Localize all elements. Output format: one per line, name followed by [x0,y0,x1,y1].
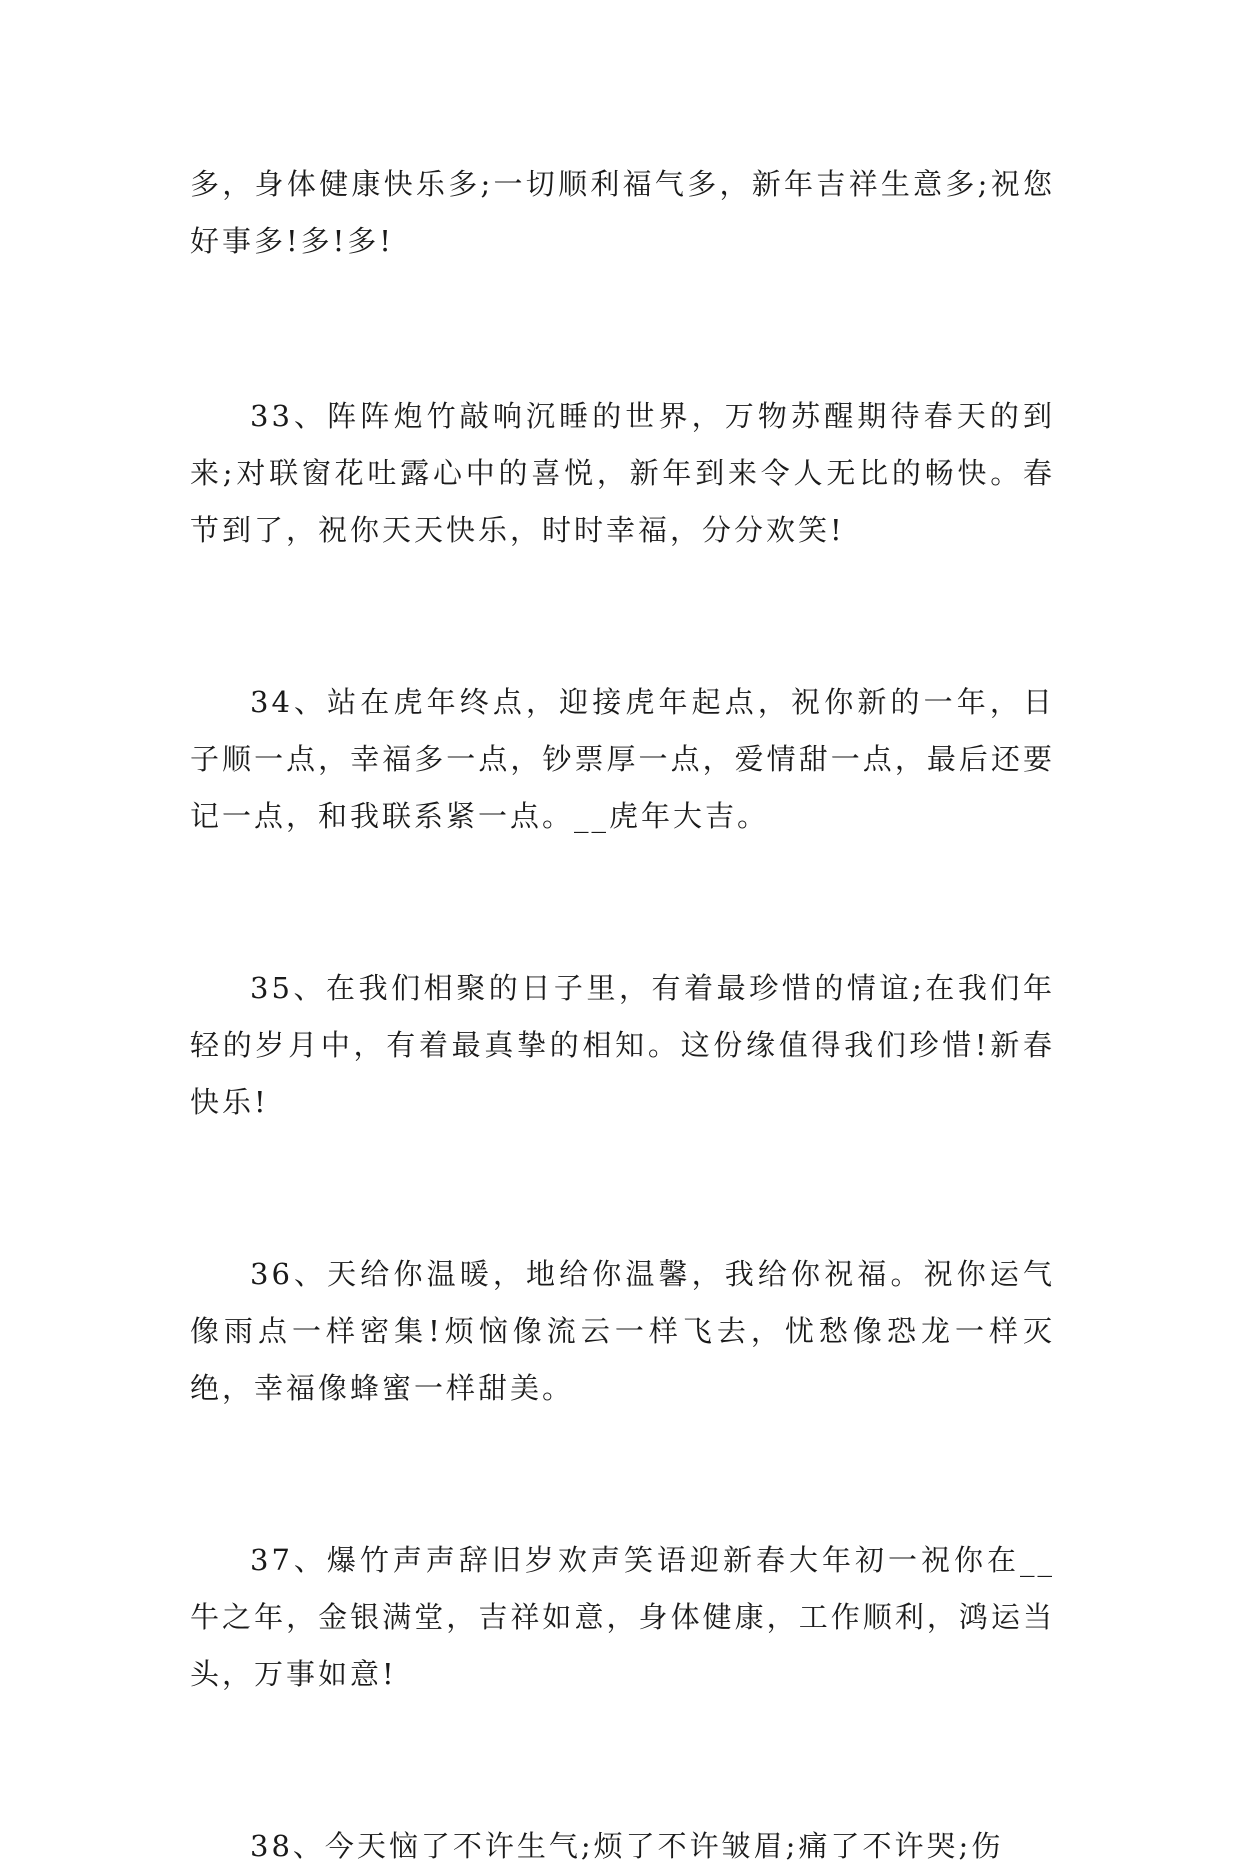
paragraph-38-start: 38、今天恼了不许生气;烦了不许皱眉;痛了不许哭;伤 [250,1829,1004,1863]
paragraph-32-continuation: 多，身体健康快乐多;一切顺利福气多，新年吉祥生意多;祝您好事多!多!多! [190,167,1055,258]
paragraph-34: 34、站在虎年终点，迎接虎年起点，祝你新的一年，日子顺一点，幸福多一点，钞票厚一点，爱情甜一点，最后还要记一点，和我联系紧一点。__虎年大吉。 [190,685,1055,833]
document-body [190,156,1055,1875]
paragraph-37: 37、爆竹声声辞旧岁欢声笑语迎新春大年初一祝你在__牛之年，金银满堂，吉祥如意，身体健康，工作顺利，鸿运当头，万事如意! [190,1543,1055,1691]
paragraph-33: 33、阵阵炮竹敲响沉睡的世界，万物苏醒期待春天的到来;对联窗花吐露心中的喜悦，新年到来令人无比的畅快。春节到了，祝你天天快乐，时时幸福，分分欢笑! [190,399,1055,547]
paragraph-36: 36、天给你温暖，地给你温馨，我给你祝福。祝你运气像雨点一样密集!烦恼像流云一样飞去，忧愁像恐龙一样灭绝，幸福像蜂蜜一样甜美。 [190,1257,1055,1405]
paragraph-spacer [190,270,1055,388]
paragraph-spacer [190,559,1055,674]
paragraph-spacer [190,1131,1055,1246]
paragraph-35: 35、在我们相聚的日子里，有着最珍惜的情谊;在我们年轻的岁月中，有着最真挚的相知。这份缘值得我们珍惜!新春快乐! [190,971,1055,1119]
paragraph-spacer [190,1703,1055,1818]
paragraph-spacer [190,1417,1055,1532]
paragraph-spacer [190,845,1055,960]
